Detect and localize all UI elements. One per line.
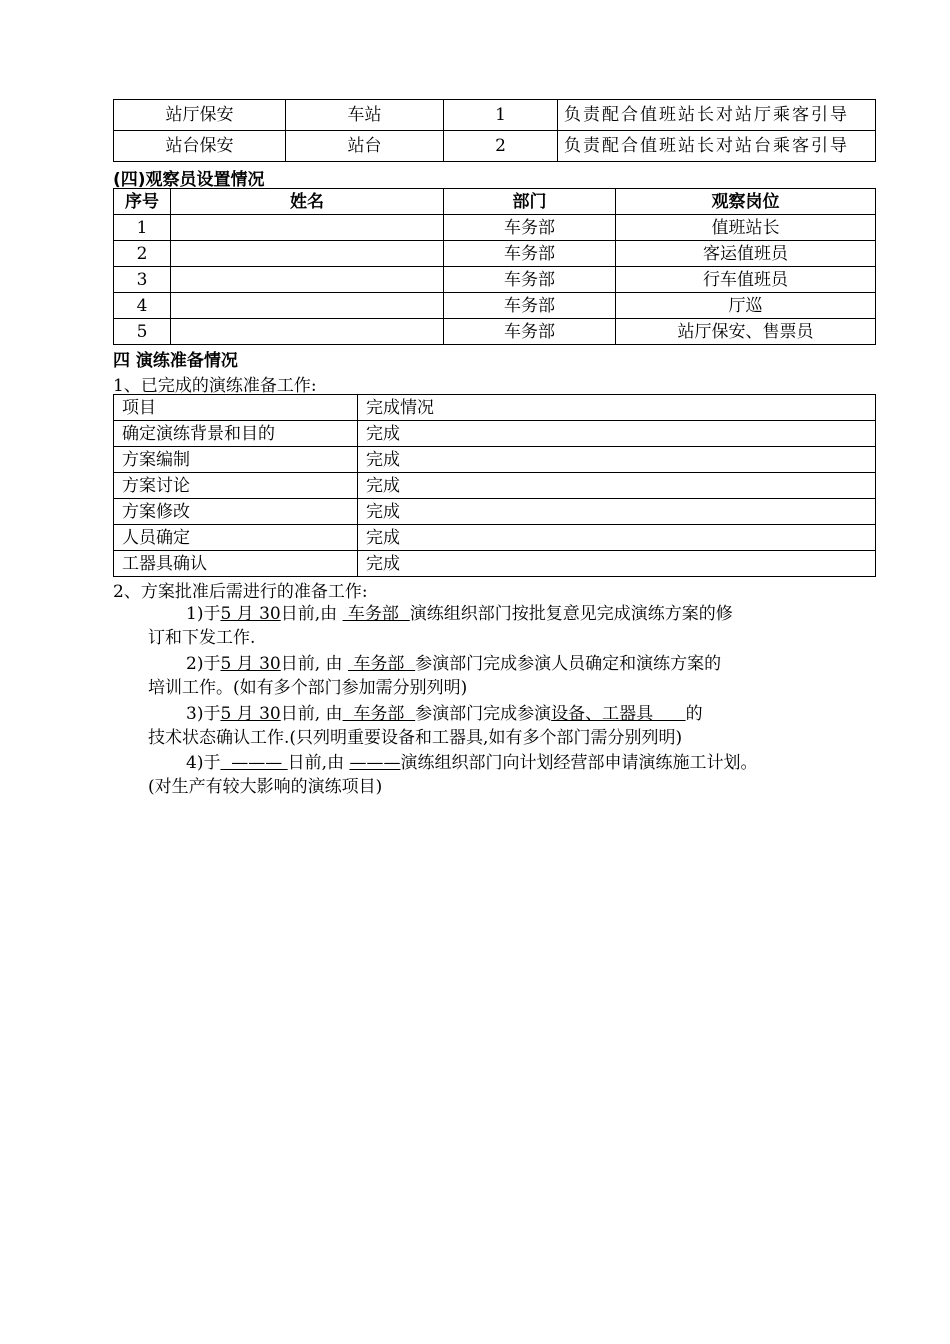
item-prefix: 1)于 [186,604,221,624]
item-text: 日前, 由 [280,654,348,674]
item-text: 演练组织部门按批复意见完成演练方案的修 [409,604,733,624]
item-cell: 方案编制 [114,447,358,473]
name-cell [171,319,444,345]
item-cell: 方案修改 [114,499,358,525]
item-text: 日前, 由 [280,704,343,724]
header-dept: 部门 [444,189,616,215]
count-cell: 1 [444,100,558,131]
table-row [114,319,876,345]
prep-item-1 [148,603,858,649]
item-text: 的 [685,704,703,724]
prep-table [113,394,876,577]
role-cell: 站厅保安 [114,100,286,131]
seq-cell: 3 [114,267,171,293]
header-item: 项目 [114,395,358,421]
name-cell [171,241,444,267]
table-row [114,131,876,162]
seq-cell: 5 [114,319,171,345]
table-row [114,241,876,267]
seq-cell: 2 [114,241,171,267]
count-cell: 2 [444,131,558,162]
item-text: 日前,由 [287,753,350,773]
table-row [114,525,876,551]
table-header-row [114,395,876,421]
header-status: 完成情况 [358,395,876,421]
item-cell: 方案讨论 [114,473,358,499]
roles-table [113,99,876,162]
dept-field: ——— [349,753,401,773]
header-name: 姓名 [171,189,444,215]
seq-cell: 4 [114,293,171,319]
section-heading: 四 演练准备情况 [113,351,238,371]
dept-field: 车务部 [342,704,416,724]
item-text: 演练组织部门向计划经营部申请演练施工计划。 [400,753,758,773]
item-text: 参演部门完成参演 [415,704,552,724]
post-cell: 厅巡 [616,293,876,319]
post-cell: 值班站长 [616,215,876,241]
status-cell: 完成 [358,421,876,447]
item-prefix: 2)于 [186,654,221,674]
item-prefix: 3)于 [186,704,221,724]
name-cell [171,267,444,293]
item-continuation: 培训工作。(如有多个部门参加需分别列明) [148,678,468,698]
table-row [114,267,876,293]
dept-field: 车务部 [347,654,416,674]
duty-cell: 负责配合值班站长对站台乘客引导 [558,131,876,162]
prep-item-4 [148,752,858,798]
observers-heading: (四)观察员设置情况 [113,170,265,190]
observers-table [113,188,876,345]
date-field: 5 月 30 [220,704,281,724]
table-row [114,100,876,131]
status-cell: 完成 [358,525,876,551]
status-cell: 完成 [358,447,876,473]
item-continuation: 技术状态确认工作.(只列明重要设备和工器具,如有多个部门需分别列明) [148,728,683,748]
subsection-2-title: 2、方案批准后需进行的准备工作: [113,582,368,602]
table-row [114,293,876,319]
name-cell [171,215,444,241]
date-field: 5 月 30 [220,604,281,624]
post-cell: 客运值班员 [616,241,876,267]
dept-field: 车务部 [342,604,410,624]
status-cell: 完成 [358,551,876,577]
table-header-row [114,189,876,215]
item-cell: 工器具确认 [114,551,358,577]
location-cell: 站台 [286,131,444,162]
item-cell: 人员确定 [114,525,358,551]
status-cell: 完成 [358,499,876,525]
item-cell: 确定演练背景和目的 [114,421,358,447]
table-row [114,215,876,241]
subsection-1-title: 1、已完成的演练准备工作: [113,376,317,396]
table-row [114,473,876,499]
post-cell: 站厅保安、售票员 [616,319,876,345]
item-continuation: 订和下发工作. [148,628,256,648]
post-cell: 行车值班员 [616,267,876,293]
location-cell: 车站 [286,100,444,131]
item-text: 参演部门完成参演人员确定和演练方案的 [415,654,722,674]
item-continuation: (对生产有较大影响的演练项目) [148,777,383,797]
equipment-field: 设备、工器具 [551,704,686,724]
seq-cell: 1 [114,215,171,241]
table-row [114,499,876,525]
duty-cell: 负责配合值班站长对站厅乘客引导 [558,100,876,131]
dept-cell: 车务部 [444,215,616,241]
item-prefix: 4)于 [186,753,221,773]
status-cell: 完成 [358,473,876,499]
dept-cell: 车务部 [444,319,616,345]
item-text: 日前,由 [280,604,343,624]
dept-cell: 车务部 [444,293,616,319]
table-row [114,447,876,473]
table-row [114,421,876,447]
table-row [114,551,876,577]
dept-cell: 车务部 [444,241,616,267]
role-cell: 站台保安 [114,131,286,162]
dept-cell: 车务部 [444,267,616,293]
name-cell [171,293,444,319]
prep-item-2 [148,653,858,699]
header-post: 观察岗位 [616,189,876,215]
prep-item-3 [148,703,858,749]
date-field: ——— [220,753,288,773]
header-seq: 序号 [114,189,171,215]
date-field: 5 月 30 [220,654,281,674]
